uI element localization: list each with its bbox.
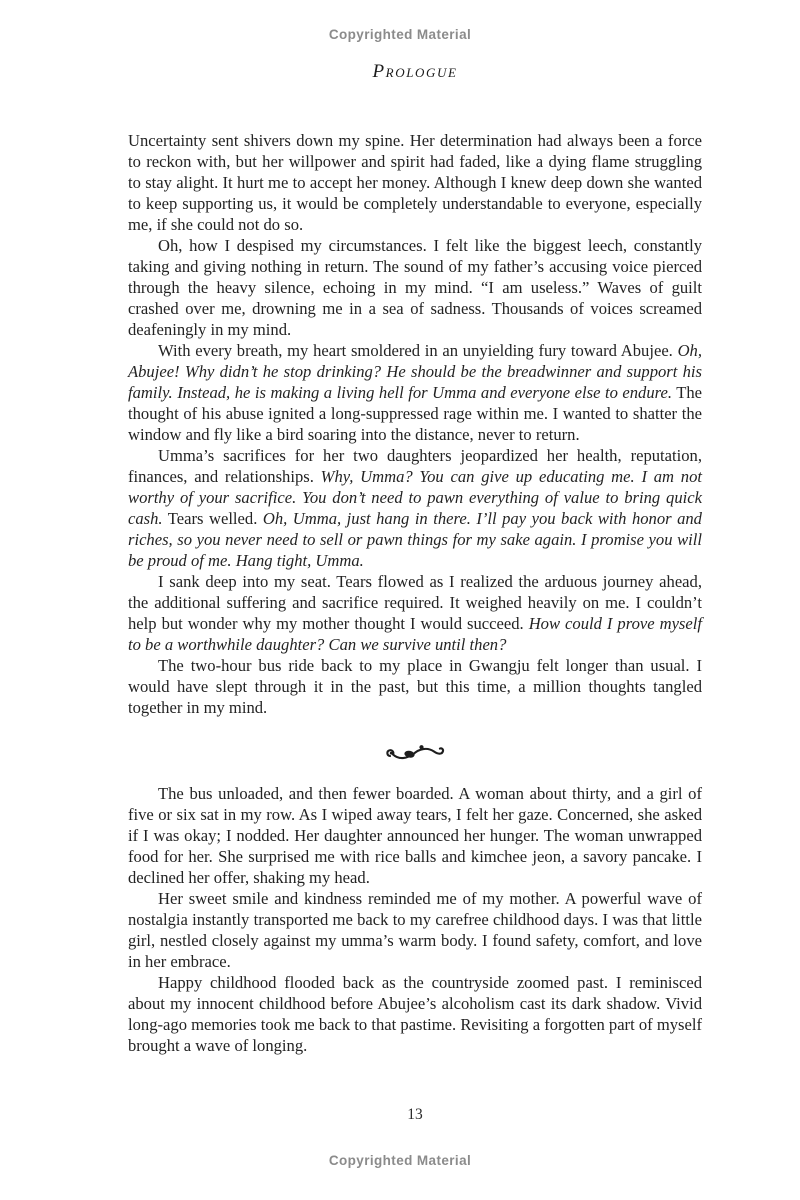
paragraph: I sank deep into my seat. Tears flowed as I realized the arduous journey ahead, the additional suffering and sacrifice required. It weighed heavily on me. I couldn’t help but wonder why my mother thought I would succeed. How could I prove myself to be a worthwhile daughter? Can we survive until then? [128,572,702,654]
top-watermark: Copyrighted Material [328,27,472,42]
body-text [128,130,702,1056]
fleuron-icon [384,741,446,761]
paragraph: Umma’s sacrifices for her two daughters jeopardized her health, reputation, finances, and relationships. Why, Umma? You can give up educating me. I am not worthy of your sacrifice. You don’t need to pawn everything of value to bring quick cash. Tears welled. Oh, Umma, just hang in there. I’ll pay you back with honor and riches, so you never need to sell or pawn things for my sake again. I promise you will be proud of me. Hang tight, Umma. [128,446,702,570]
paragraph: With every breath, my heart smoldered in an unyielding fury toward Abujee. Oh, Abujee! Why didn’t he stop drinking? He should be the breadwinner and support his family. Instead, he is making a living hell for Umma and everyone else to endure. The thought of his abuse ignited a long-suppressed rage within me. I wanted to shatter the window and fly like a bird soaring into the distance, never to return. [128,341,703,444]
paragraph: The bus unloaded, and then fewer boarded. A woman about thirty, and a girl of five or six sat in my row. As I wiped away tears, I felt her gaze. Concerned, she asked if I was okay; I nodded. Her daughter announced her hunger. The woman unwrapped food for her. She surprised me with rice balls and kimchee jeon, a savory pancake. I declined her offer, shaking my head. [128,784,702,887]
paragraph: The two-hour bus ride back to my place in Gwangju felt longer than usual. I would have slept through it in the past, but this time, a million thoughts tangled together in my mind. [128,656,702,717]
paragraph: Happy childhood flooded back as the countryside zoomed past. I reminisced about my innocent childhood before Abujee’s alcoholism cast its dark shadow. Vivid long-ago memories took me back to that pastime. Revisiting a forgotten part of myself brought a wave of longing. [128,973,702,1055]
scene-break [128,741,702,761]
page-number: 13 [407,1106,423,1123]
paragraph: Uncertainty sent shivers down my spine. Her determination had always been a force to reckon with, but her willpower and spirit had faded, like a dying flame struggling to stay alight. It hurt me to accept her money. Although I knew deep down she wanted to keep supporting us, it would be completely understandable to everyone, especially me, if she could not do so. [128,131,702,234]
paragraph: Oh, how I despised my circumstances. I felt like the biggest leech, constantly taking and giving nothing in return. The sound of my father’s accusing voice pierced through the heavy silence, echoing in my mind. “I am useless.” Waves of guilt crashed over me, drowning me in a sea of sadness. Thousands of voices screamed deafeningly in my mind. [128,236,702,339]
bottom-watermark: Copyrighted Material [328,1153,472,1168]
paragraph: Her sweet smile and kindness reminded me of my mother. A powerful wave of nostalgia instantly transported me back to my carefree childhood days. I was that little girl, nestled closely against my umma’s warm body. I found safety, comfort, and love in her embrace. [128,889,702,971]
chapter-heading: Prologue [372,61,458,82]
